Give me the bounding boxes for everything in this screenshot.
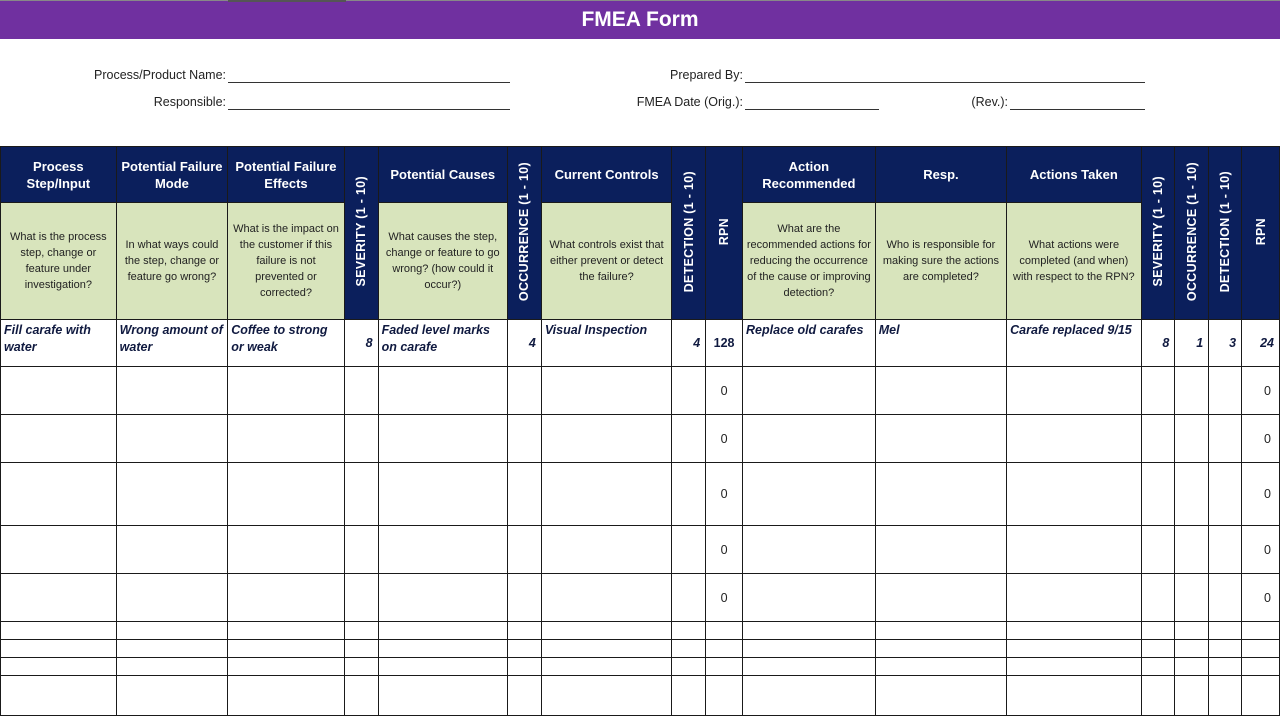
cell-action-recommended[interactable]: Replace old carafes: [743, 320, 876, 367]
cell-empty[interactable]: [1007, 658, 1141, 676]
cell-severity[interactable]: [344, 415, 378, 463]
table-row: [1, 415, 1280, 463]
cell-actions-taken[interactable]: [1007, 463, 1141, 526]
cell-empty[interactable]: [1209, 622, 1242, 640]
cell-detection[interactable]: [672, 415, 706, 463]
cell-empty[interactable]: [1209, 676, 1242, 716]
cell-occurrence-revised[interactable]: [1175, 415, 1209, 463]
table-row: [1, 367, 1280, 415]
cell-empty[interactable]: [743, 622, 876, 640]
cell-failure-effects[interactable]: [228, 463, 345, 526]
cell-empty[interactable]: [541, 676, 672, 716]
header-occurrence-revised: OCCURRENCE (1 - 10): [1175, 147, 1209, 320]
cell-empty[interactable]: [344, 622, 378, 640]
cell-empty[interactable]: [875, 640, 1006, 658]
table-row: [1, 574, 1280, 622]
cell-severity-revised[interactable]: 8: [1141, 320, 1175, 367]
cell-resp[interactable]: [875, 367, 1006, 415]
sheet-tab-indicator: [228, 0, 346, 2]
cell-severity-revised[interactable]: [1141, 574, 1175, 622]
header-resp: Resp.: [875, 147, 1006, 203]
cell-process-step[interactable]: [1, 463, 117, 526]
cell-occurrence-revised[interactable]: [1175, 463, 1209, 526]
cell-empty[interactable]: [344, 658, 378, 676]
prepared-by-label: Prepared By:: [670, 68, 743, 82]
cell-empty[interactable]: [1007, 640, 1141, 658]
cell-controls[interactable]: Visual Inspection: [541, 320, 672, 367]
question-failure-effects: What is the impact on the customer if this failure is not prevented or corrected?: [228, 203, 345, 320]
cell-rpn-revised: 24: [1242, 320, 1280, 367]
cell-controls[interactable]: [541, 415, 672, 463]
cell-severity[interactable]: [344, 574, 378, 622]
cell-occurrence[interactable]: [507, 415, 541, 463]
cell-failure-mode[interactable]: [116, 415, 228, 463]
cell-empty[interactable]: [875, 658, 1006, 676]
cell-empty[interactable]: [228, 640, 345, 658]
cell-empty[interactable]: [1007, 676, 1141, 716]
table-row: [1, 463, 1280, 526]
cell-empty[interactable]: [1, 622, 117, 640]
cell-occurrence[interactable]: 4: [507, 320, 541, 367]
cell-actions-taken[interactable]: [1007, 367, 1141, 415]
header-occurrence: OCCURRENCE (1 - 10): [507, 147, 541, 320]
cell-empty[interactable]: [1175, 658, 1209, 676]
fmea-table: [0, 146, 1280, 716]
cell-empty[interactable]: [1, 658, 117, 676]
prepared-by-field[interactable]: [745, 82, 1145, 83]
header-severity-revised: SEVERITY (1 - 10): [1141, 147, 1175, 320]
question-resp: Who is responsible for making sure the actions are completed?: [875, 203, 1006, 320]
header-failure-mode: Potential Failure Mode: [116, 147, 228, 203]
cell-empty[interactable]: [116, 658, 228, 676]
cell-occurrence[interactable]: [507, 367, 541, 415]
cell-empty[interactable]: [507, 622, 541, 640]
header-severity: SEVERITY (1 - 10): [344, 147, 378, 320]
cell-empty[interactable]: [228, 676, 345, 716]
cell-empty[interactable]: [378, 622, 507, 640]
cell-occurrence-revised[interactable]: [1175, 574, 1209, 622]
cell-controls[interactable]: [541, 463, 672, 526]
responsible-field[interactable]: [228, 109, 510, 110]
cell-empty[interactable]: [1209, 640, 1242, 658]
cell-empty[interactable]: [672, 676, 706, 716]
header-detection-revised: DETECTION (1 - 10): [1209, 147, 1242, 320]
cell-empty[interactable]: [875, 676, 1006, 716]
cell-rpn: 0: [706, 367, 743, 415]
cell-empty[interactable]: [706, 622, 743, 640]
cell-empty[interactable]: [1242, 658, 1280, 676]
cell-controls[interactable]: [541, 574, 672, 622]
cell-action-recommended[interactable]: [743, 526, 876, 574]
cell-causes[interactable]: [378, 574, 507, 622]
cell-severity-revised[interactable]: [1141, 463, 1175, 526]
cell-empty[interactable]: [875, 622, 1006, 640]
cell-empty[interactable]: [1175, 676, 1209, 716]
cell-causes[interactable]: [378, 463, 507, 526]
cell-action-recommended[interactable]: [743, 574, 876, 622]
cell-detection[interactable]: [672, 574, 706, 622]
cell-rpn: 0: [706, 574, 743, 622]
cell-empty[interactable]: [228, 658, 345, 676]
cell-empty[interactable]: [541, 640, 672, 658]
cell-severity[interactable]: [344, 367, 378, 415]
process-name-label: Process/Product Name:: [94, 68, 226, 82]
cell-resp[interactable]: [875, 526, 1006, 574]
cell-failure-mode[interactable]: [116, 574, 228, 622]
cell-rpn-revised: 0: [1242, 526, 1280, 574]
table-row: [1, 640, 1280, 658]
cell-failure-effects[interactable]: Coffee to strong or weak: [228, 320, 345, 367]
cell-action-recommended[interactable]: [743, 415, 876, 463]
cell-empty[interactable]: [228, 622, 345, 640]
cell-empty[interactable]: [507, 676, 541, 716]
cell-empty[interactable]: [344, 676, 378, 716]
cell-empty[interactable]: [1007, 622, 1141, 640]
cell-empty[interactable]: [672, 640, 706, 658]
cell-empty[interactable]: [116, 640, 228, 658]
question-controls: What controls exist that either prevent or detect the failure?: [541, 203, 672, 320]
cell-severity-revised[interactable]: [1141, 415, 1175, 463]
cell-detection-revised[interactable]: [1209, 415, 1242, 463]
cell-causes[interactable]: [378, 415, 507, 463]
responsible-label: Responsible:: [153, 95, 226, 109]
cell-empty[interactable]: [1141, 640, 1175, 658]
fmea-date-field[interactable]: [745, 109, 879, 110]
cell-rpn: 128: [706, 320, 743, 367]
question-failure-mode: In what ways could the step, change or feature go wrong?: [116, 203, 228, 320]
cell-empty[interactable]: [507, 640, 541, 658]
cell-process-step[interactable]: [1, 526, 117, 574]
cell-process-step[interactable]: [1, 415, 117, 463]
cell-process-step[interactable]: Fill carafe with water: [1, 320, 117, 367]
cell-rpn-revised: 0: [1242, 574, 1280, 622]
cell-failure-mode[interactable]: [116, 526, 228, 574]
rev-date-label: (Rev.):: [971, 95, 1008, 109]
cell-occurrence-revised[interactable]: 1: [1175, 320, 1209, 367]
cell-resp[interactable]: Mel: [875, 320, 1006, 367]
cell-detection-revised[interactable]: [1209, 367, 1242, 415]
cell-rpn: 0: [706, 463, 743, 526]
cell-detection[interactable]: [672, 463, 706, 526]
cell-detection[interactable]: 4: [672, 320, 706, 367]
cell-severity-revised[interactable]: [1141, 367, 1175, 415]
cell-causes[interactable]: [378, 526, 507, 574]
cell-empty[interactable]: [1141, 676, 1175, 716]
form-title: FMEA Form: [581, 8, 699, 31]
header-controls: Current Controls: [541, 147, 672, 203]
cell-detection[interactable]: [672, 367, 706, 415]
cell-actions-taken[interactable]: Carafe replaced 9/15: [1007, 320, 1141, 367]
cell-empty[interactable]: [1, 676, 117, 716]
cell-empty[interactable]: [1141, 622, 1175, 640]
cell-failure-effects[interactable]: [228, 574, 345, 622]
cell-severity[interactable]: 8: [344, 320, 378, 367]
cell-empty[interactable]: [507, 658, 541, 676]
cell-rpn: 0: [706, 415, 743, 463]
cell-detection-revised[interactable]: [1209, 574, 1242, 622]
cell-severity[interactable]: [344, 463, 378, 526]
header-rpn: RPN: [706, 147, 743, 320]
cell-empty[interactable]: [743, 640, 876, 658]
cell-rpn-revised: 0: [1242, 415, 1280, 463]
info-section: [0, 60, 1280, 120]
cell-rpn: 0: [706, 526, 743, 574]
cell-occurrence[interactable]: [507, 574, 541, 622]
cell-occurrence[interactable]: [507, 526, 541, 574]
cell-failure-mode[interactable]: Wrong amount of water: [116, 320, 228, 367]
cell-actions-taken[interactable]: [1007, 526, 1141, 574]
table-row: [1, 676, 1280, 716]
cell-empty[interactable]: [1242, 676, 1280, 716]
cell-failure-effects[interactable]: [228, 367, 345, 415]
cell-detection-revised[interactable]: 3: [1209, 320, 1242, 367]
cell-empty[interactable]: [378, 658, 507, 676]
cell-occurrence[interactable]: [507, 463, 541, 526]
cell-causes[interactable]: Faded level marks on carafe: [378, 320, 507, 367]
cell-empty[interactable]: [1209, 658, 1242, 676]
cell-process-step[interactable]: [1, 574, 117, 622]
cell-controls[interactable]: [541, 526, 672, 574]
cell-empty[interactable]: [706, 676, 743, 716]
cell-empty[interactable]: [706, 640, 743, 658]
table-row: [1, 622, 1280, 640]
cell-process-step[interactable]: [1, 367, 117, 415]
table-row: [1, 320, 1280, 367]
cell-empty[interactable]: [706, 658, 743, 676]
question-actions-taken: What actions were completed (and when) with respect to the RPN?: [1007, 203, 1141, 320]
cell-causes[interactable]: [378, 367, 507, 415]
header-failure-effects: Potential Failure Effects: [228, 147, 345, 203]
cell-severity-revised[interactable]: [1141, 526, 1175, 574]
cell-empty[interactable]: [116, 622, 228, 640]
question-causes: What causes the step, change or feature to go wrong? (how could it occur?): [378, 203, 507, 320]
cell-controls[interactable]: [541, 367, 672, 415]
header-action-recommended: Action Recommended: [743, 147, 876, 203]
cell-resp[interactable]: [875, 415, 1006, 463]
rev-date-field[interactable]: [1010, 109, 1145, 110]
cell-empty[interactable]: [378, 676, 507, 716]
cell-empty[interactable]: [672, 658, 706, 676]
process-name-field[interactable]: [228, 82, 510, 83]
cell-occurrence-revised[interactable]: [1175, 367, 1209, 415]
cell-failure-mode[interactable]: [116, 367, 228, 415]
header-process-step: Process Step/Input: [1, 147, 117, 203]
cell-resp[interactable]: [875, 574, 1006, 622]
cell-empty[interactable]: [1242, 622, 1280, 640]
cell-detection[interactable]: [672, 526, 706, 574]
cell-action-recommended[interactable]: [743, 463, 876, 526]
cell-empty[interactable]: [743, 676, 876, 716]
cell-failure-mode[interactable]: [116, 463, 228, 526]
fmea-date-label: FMEA Date (Orig.):: [636, 95, 743, 109]
cell-empty[interactable]: [1242, 640, 1280, 658]
cell-detection-revised[interactable]: [1209, 463, 1242, 526]
header-detection: DETECTION (1 - 10): [672, 147, 706, 320]
cell-empty[interactable]: [116, 676, 228, 716]
cell-failure-effects[interactable]: [228, 526, 345, 574]
cell-empty[interactable]: [1141, 658, 1175, 676]
cell-resp[interactable]: [875, 463, 1006, 526]
cell-action-recommended[interactable]: [743, 367, 876, 415]
cell-empty[interactable]: [1175, 640, 1209, 658]
cell-empty[interactable]: [672, 622, 706, 640]
cell-empty[interactable]: [378, 640, 507, 658]
table-row: [1, 658, 1280, 676]
cell-actions-taken[interactable]: [1007, 415, 1141, 463]
cell-empty[interactable]: [344, 640, 378, 658]
cell-empty[interactable]: [541, 658, 672, 676]
cell-empty[interactable]: [1175, 622, 1209, 640]
table-row: [1, 526, 1280, 574]
header-actions-taken: Actions Taken: [1007, 147, 1141, 203]
header-causes: Potential Causes: [378, 147, 507, 203]
title-bar: [0, 0, 1280, 39]
header-rpn-revised: RPN: [1242, 147, 1280, 320]
question-action-recommended: What are the recommended actions for reducing the occurrence of the cause or improving detection?: [743, 203, 876, 320]
cell-empty[interactable]: [1, 640, 117, 658]
cell-occurrence-revised[interactable]: [1175, 526, 1209, 574]
cell-actions-taken[interactable]: [1007, 574, 1141, 622]
cell-severity[interactable]: [344, 526, 378, 574]
cell-detection-revised[interactable]: [1209, 526, 1242, 574]
question-process-step: What is the process step, change or feature under investigation?: [1, 203, 117, 320]
cell-empty[interactable]: [743, 658, 876, 676]
cell-rpn-revised: 0: [1242, 367, 1280, 415]
cell-rpn-revised: 0: [1242, 463, 1280, 526]
cell-empty[interactable]: [541, 622, 672, 640]
cell-failure-effects[interactable]: [228, 415, 345, 463]
